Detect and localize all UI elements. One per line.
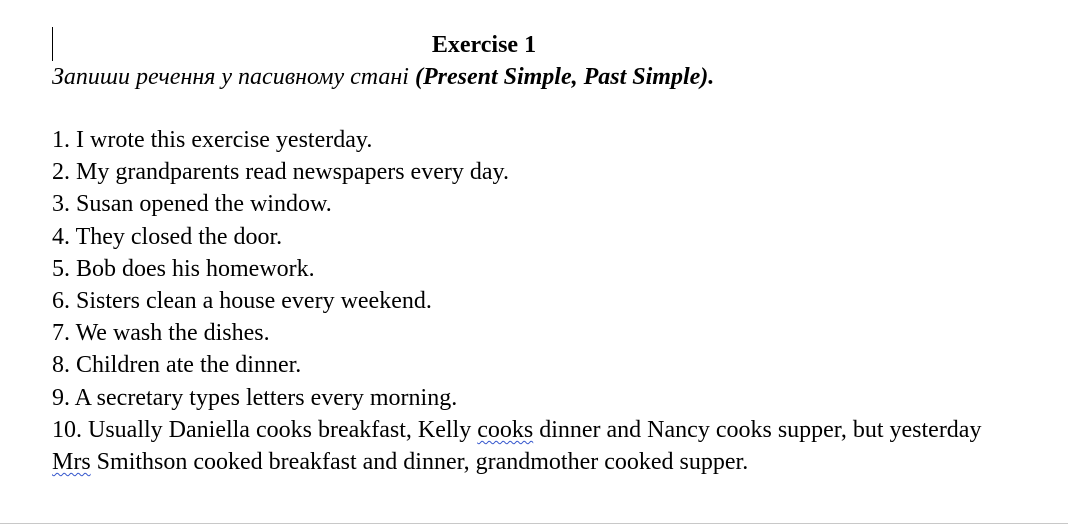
sentence-1: 1. I wrote this exercise yesterday. xyxy=(52,127,373,153)
sentence-2: 2. My grandparents read newspapers every day. xyxy=(52,159,509,186)
sentence-list xyxy=(52,124,1012,478)
sentence-9: 9. A secretary types letters every morning. xyxy=(52,384,458,411)
spellcheck-flag-mrs[interactable]: Mrs xyxy=(52,449,91,476)
spellcheck-flag-cooks[interactable]: cooks xyxy=(477,416,534,443)
sentence-6: 6. Sisters clean a house every weekend. xyxy=(52,288,432,315)
exercise-title: Exercise 1 xyxy=(431,32,537,58)
instruction-tenses: (Present Simple, Past Simple). xyxy=(414,64,715,90)
sentence-3: 3. Susan opened the window. xyxy=(52,191,332,218)
instruction-line xyxy=(52,62,714,92)
sentence-7: 7. We wash the dishes. xyxy=(52,320,270,347)
sentence-10-part-2: dinner and Nancy cooks supper, but yesterday xyxy=(533,416,982,443)
sentence-4: 4. They closed the door. xyxy=(52,223,283,250)
sentence-5: 5. Bob does his homework. xyxy=(52,255,315,282)
page-bottom-border xyxy=(0,523,1068,524)
sentence-10 xyxy=(52,414,992,478)
sentence-10-part-3: Smithson cooked breakfast and dinner, grandmother cooked supper. xyxy=(90,449,749,476)
sentence-8: 8. Children ate the dinner. xyxy=(52,352,302,379)
sentence-10-part-1: 10. Usually Daniella cooks breakfast, Kelly xyxy=(52,416,478,443)
instruction-text: Запиши речення у пасивному стані xyxy=(52,64,415,90)
